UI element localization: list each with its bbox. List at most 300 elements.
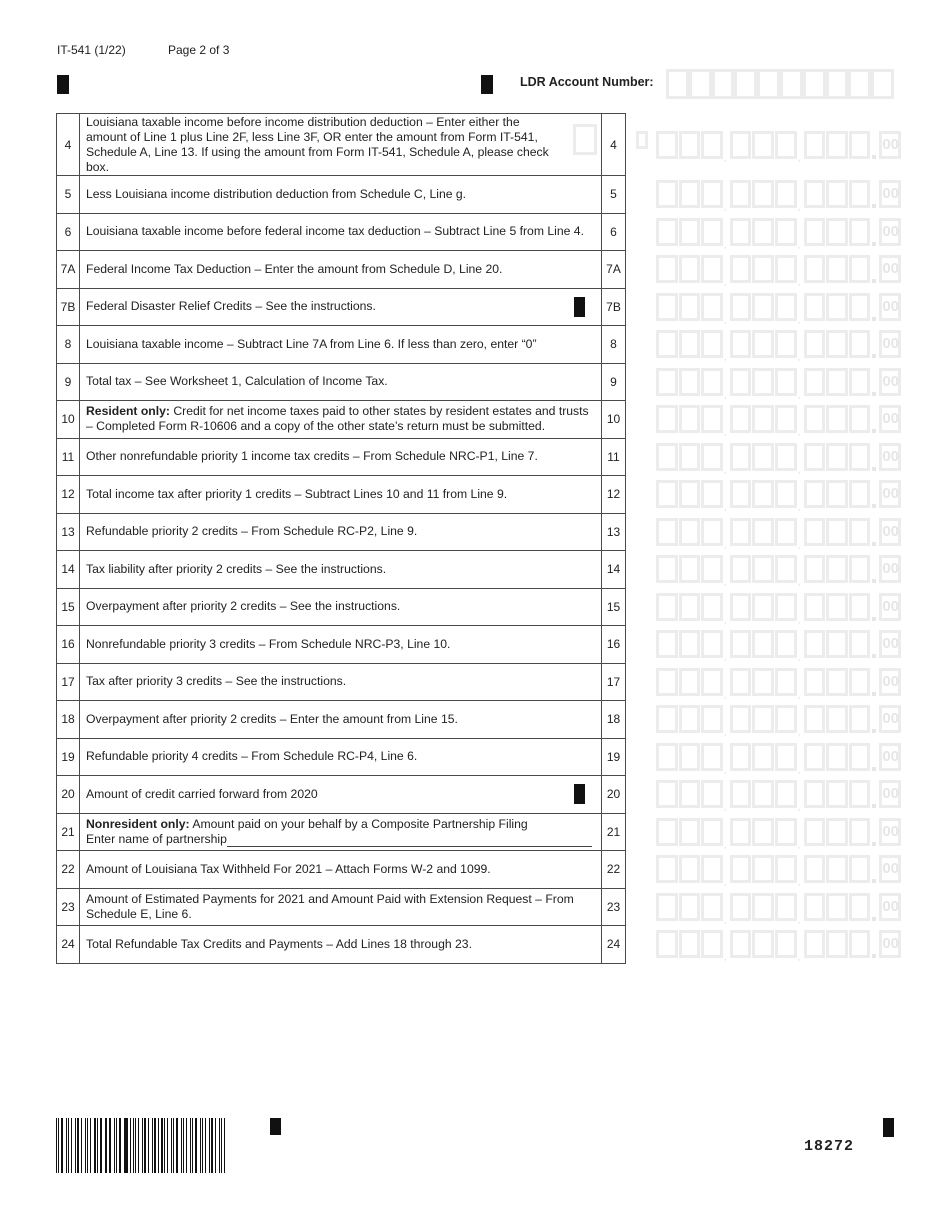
line-text: Less Louisiana income distribution deduction from Schedule C, Line g. <box>86 186 467 201</box>
digit-box[interactable] <box>701 668 723 696</box>
barcode-bar <box>58 1118 59 1173</box>
amount-field[interactable] <box>656 180 901 214</box>
digit-box[interactable] <box>849 555 871 583</box>
line-qualifier: Nonresident only: <box>86 816 190 831</box>
digit-box[interactable] <box>826 668 848 696</box>
partnership-name-input[interactable] <box>227 835 592 847</box>
digit-box[interactable] <box>775 893 797 921</box>
digit-box[interactable] <box>701 293 723 321</box>
digit-box[interactable] <box>679 218 701 246</box>
amount-field[interactable] <box>656 405 901 439</box>
digit-box[interactable] <box>826 518 848 546</box>
digit-box[interactable] <box>775 780 797 808</box>
digit-box[interactable] <box>826 743 848 771</box>
line-text: Total Refundable Tax Credits and Payments – Add Lines 18 through 23. <box>86 936 472 951</box>
amount-field[interactable] <box>656 593 901 626</box>
digit-box[interactable] <box>701 893 723 921</box>
digit-box[interactable] <box>775 855 797 883</box>
decimal-point <box>871 855 879 883</box>
digit-box[interactable] <box>656 293 678 321</box>
digit-box[interactable] <box>730 405 752 433</box>
digit-box[interactable] <box>752 255 774 283</box>
digit-box[interactable] <box>775 518 797 546</box>
digit-box[interactable] <box>701 131 723 159</box>
amount-field[interactable] <box>656 518 901 551</box>
digit-box[interactable] <box>752 293 774 321</box>
digit-box[interactable] <box>849 593 871 621</box>
digit-box[interactable] <box>752 593 774 621</box>
line-description <box>80 326 602 364</box>
digit-box[interactable] <box>656 180 678 208</box>
digit-box[interactable] <box>752 368 774 396</box>
digit-box[interactable] <box>804 855 826 883</box>
digit-box[interactable] <box>775 405 797 433</box>
digit-box[interactable] <box>730 893 752 921</box>
line-text: Other nonrefundable priority 1 income tax credits – From Schedule NRC-P1, Line 7. <box>86 449 538 464</box>
digit-box[interactable] <box>730 368 752 396</box>
digit-box[interactable] <box>775 668 797 696</box>
digit-box[interactable] <box>679 780 701 808</box>
digit-box[interactable] <box>849 480 871 508</box>
digit-box[interactable] <box>656 893 678 921</box>
digit-box[interactable] <box>826 255 848 283</box>
account-digit-box[interactable] <box>757 69 780 99</box>
digit-box[interactable] <box>656 930 678 958</box>
digit-box[interactable] <box>849 293 871 321</box>
account-digit-box[interactable] <box>689 69 712 99</box>
line-row <box>57 213 626 251</box>
digit-box[interactable] <box>679 180 701 208</box>
digit-box[interactable] <box>730 593 752 621</box>
digit-box[interactable] <box>752 480 774 508</box>
barcode-bar <box>97 1118 98 1173</box>
line-4-checkbox-square[interactable] <box>636 131 648 149</box>
decimal-point <box>871 131 879 159</box>
digit-box[interactable] <box>679 855 701 883</box>
barcode-bar <box>181 1118 182 1173</box>
digit-box[interactable] <box>849 180 871 208</box>
digit-box[interactable] <box>701 630 723 658</box>
line-number-right: 8 <box>602 326 626 364</box>
cents-box: 00 <box>879 480 901 508</box>
digit-box[interactable] <box>679 555 701 583</box>
digit-box[interactable] <box>730 743 752 771</box>
digit-box[interactable] <box>849 930 871 958</box>
thousands-separator: , <box>797 952 801 964</box>
digit-box[interactable] <box>679 668 701 696</box>
amount-field[interactable] <box>656 131 901 164</box>
digit-box[interactable] <box>775 131 797 159</box>
barcode-bar <box>85 1118 86 1173</box>
barcode-bar <box>171 1118 172 1173</box>
digit-box[interactable] <box>826 705 848 733</box>
digit-box[interactable] <box>656 743 678 771</box>
digit-box[interactable] <box>775 180 797 208</box>
digit-box[interactable] <box>804 405 826 433</box>
digit-box[interactable] <box>826 405 848 433</box>
digit-box[interactable] <box>679 443 701 471</box>
digit-box[interactable] <box>656 443 678 471</box>
digit-box[interactable] <box>730 330 752 358</box>
barcode-bar <box>71 1118 72 1173</box>
digit-box[interactable] <box>701 368 723 396</box>
thousands-separator: , <box>723 914 727 926</box>
thousands-separator: , <box>797 764 801 776</box>
digit-box[interactable] <box>730 293 752 321</box>
barcode-bar <box>87 1118 88 1173</box>
digit-box[interactable] <box>775 555 797 583</box>
thousands-separator: , <box>723 464 727 476</box>
digit-box[interactable] <box>804 218 826 246</box>
digit-box[interactable] <box>804 743 826 771</box>
digit-box[interactable] <box>656 330 678 358</box>
digit-box[interactable] <box>804 780 826 808</box>
digit-box[interactable] <box>730 131 752 159</box>
digit-box[interactable] <box>804 930 826 958</box>
thousands-separator: , <box>797 314 801 326</box>
digit-box[interactable] <box>701 743 723 771</box>
decimal-point <box>871 780 879 808</box>
digit-box[interactable] <box>730 555 752 583</box>
digit-box[interactable] <box>656 780 678 808</box>
digit-box[interactable] <box>701 705 723 733</box>
digit-box[interactable] <box>849 443 871 471</box>
digit-box[interactable] <box>679 593 701 621</box>
digit-box[interactable] <box>656 368 678 396</box>
digit-box[interactable] <box>826 330 848 358</box>
digit-box[interactable] <box>679 293 701 321</box>
digit-box[interactable] <box>775 705 797 733</box>
digit-box[interactable] <box>752 818 774 846</box>
digit-box[interactable] <box>730 180 752 208</box>
digit-box[interactable] <box>849 705 871 733</box>
digit-box[interactable] <box>775 368 797 396</box>
digit-box[interactable] <box>752 330 774 358</box>
digit-box[interactable] <box>730 255 752 283</box>
digit-box[interactable] <box>804 255 826 283</box>
barcode-bar <box>106 1118 107 1173</box>
line-row <box>57 288 626 326</box>
digit-box[interactable] <box>752 405 774 433</box>
amount-field[interactable] <box>656 818 901 851</box>
digit-box[interactable] <box>804 368 826 396</box>
amount-field[interactable] <box>656 330 901 364</box>
digit-box[interactable] <box>849 405 871 433</box>
digit-box[interactable] <box>656 131 678 159</box>
line-description <box>80 401 602 439</box>
digit-box[interactable] <box>752 180 774 208</box>
digit-box[interactable] <box>656 218 678 246</box>
page-number: Page 2 of 3 <box>168 43 230 57</box>
cents-box: 00 <box>879 668 901 696</box>
account-digit-box[interactable] <box>803 69 826 99</box>
amount-field[interactable] <box>656 443 901 476</box>
digit-box[interactable] <box>752 780 774 808</box>
line-row <box>57 251 626 289</box>
digit-box[interactable] <box>775 480 797 508</box>
digit-box[interactable] <box>804 555 826 583</box>
barcode-bar <box>75 1118 76 1173</box>
line-number: 23 <box>57 888 80 926</box>
digit-box[interactable] <box>826 443 848 471</box>
line-number-right: 13 <box>602 513 626 551</box>
digit-box[interactable] <box>775 255 797 283</box>
barcode-bar <box>81 1118 82 1173</box>
digit-box[interactable] <box>826 818 848 846</box>
digit-box[interactable] <box>752 630 774 658</box>
digit-box[interactable] <box>656 480 678 508</box>
digit-box[interactable] <box>730 518 752 546</box>
digit-box[interactable] <box>804 518 826 546</box>
amount-field[interactable] <box>656 780 901 814</box>
account-digit-box[interactable] <box>871 69 894 99</box>
digit-box[interactable] <box>804 593 826 621</box>
thousands-separator: , <box>797 539 801 551</box>
digit-box[interactable] <box>701 518 723 546</box>
digit-box[interactable] <box>849 330 871 358</box>
digit-box[interactable] <box>701 930 723 958</box>
digit-box[interactable] <box>656 405 678 433</box>
digit-box[interactable] <box>752 855 774 883</box>
digit-box[interactable] <box>775 443 797 471</box>
digit-box[interactable] <box>804 818 826 846</box>
digit-box[interactable] <box>701 593 723 621</box>
digit-box[interactable] <box>679 405 701 433</box>
digit-box[interactable] <box>679 630 701 658</box>
amount-field[interactable] <box>656 705 901 739</box>
digit-box[interactable] <box>656 705 678 733</box>
decimal-point <box>871 368 879 396</box>
digit-box[interactable] <box>701 180 723 208</box>
digit-box[interactable] <box>826 893 848 921</box>
digit-box[interactable] <box>804 131 826 159</box>
line-row <box>57 438 626 476</box>
thousands-separator: , <box>723 314 727 326</box>
digit-box[interactable] <box>679 893 701 921</box>
barcode-bar <box>94 1118 96 1173</box>
line-description <box>80 176 602 214</box>
digit-box[interactable] <box>804 293 826 321</box>
line-description <box>80 738 602 776</box>
digit-box[interactable] <box>701 330 723 358</box>
digit-box[interactable] <box>849 368 871 396</box>
account-digit-box[interactable] <box>666 69 689 99</box>
digit-box[interactable] <box>656 518 678 546</box>
thousands-separator: , <box>723 839 727 851</box>
digit-box[interactable] <box>849 893 871 921</box>
digit-box[interactable] <box>752 705 774 733</box>
digit-box[interactable] <box>826 593 848 621</box>
thousands-separator: , <box>723 352 727 364</box>
digit-box[interactable] <box>752 443 774 471</box>
digit-box[interactable] <box>775 930 797 958</box>
digit-box[interactable] <box>804 893 826 921</box>
line-row <box>57 476 626 514</box>
digit-box[interactable] <box>775 293 797 321</box>
digit-box[interactable] <box>701 443 723 471</box>
digit-box[interactable] <box>826 780 848 808</box>
barcode-bar <box>186 1118 187 1173</box>
line-number: 22 <box>57 851 80 889</box>
digit-box[interactable] <box>656 555 678 583</box>
digit-box[interactable] <box>701 855 723 883</box>
line-description <box>80 663 602 701</box>
cents-box: 00 <box>879 893 901 921</box>
digit-box[interactable] <box>826 930 848 958</box>
line-text: Refundable priority 4 credits – From Schedule RC-P4, Line 6. <box>86 749 418 764</box>
thousands-separator: , <box>723 202 727 214</box>
digit-box[interactable] <box>752 555 774 583</box>
barcode <box>56 1118 228 1173</box>
account-digit-box[interactable] <box>848 69 871 99</box>
digit-box[interactable] <box>775 330 797 358</box>
digit-box[interactable] <box>730 930 752 958</box>
digit-box[interactable] <box>849 255 871 283</box>
barcode-bar <box>77 1118 79 1173</box>
digit-box[interactable] <box>679 518 701 546</box>
digit-box[interactable] <box>730 480 752 508</box>
digit-box[interactable] <box>849 855 871 883</box>
digit-box[interactable] <box>849 818 871 846</box>
amount-field[interactable] <box>656 255 901 289</box>
cents-box: 00 <box>879 518 901 546</box>
amount-field[interactable] <box>656 293 901 326</box>
digit-box[interactable] <box>730 855 752 883</box>
digit-box[interactable] <box>826 855 848 883</box>
digit-box[interactable] <box>679 368 701 396</box>
digit-box[interactable] <box>679 930 701 958</box>
digit-box[interactable] <box>849 743 871 771</box>
digit-box[interactable] <box>826 630 848 658</box>
digit-box[interactable] <box>656 668 678 696</box>
amount-field[interactable] <box>656 930 901 964</box>
digit-box[interactable] <box>804 330 826 358</box>
line-row <box>57 626 626 664</box>
digit-box[interactable] <box>701 818 723 846</box>
digit-box[interactable] <box>849 668 871 696</box>
digit-box[interactable] <box>804 480 826 508</box>
digit-box[interactable] <box>679 330 701 358</box>
digit-box[interactable] <box>804 705 826 733</box>
thousands-separator: , <box>797 914 801 926</box>
amount-field[interactable] <box>656 480 901 514</box>
digit-box[interactable] <box>826 180 848 208</box>
digit-box[interactable] <box>730 780 752 808</box>
account-number-field[interactable] <box>666 69 894 99</box>
decimal-point <box>871 705 879 733</box>
digit-box[interactable] <box>679 743 701 771</box>
digit-box[interactable] <box>730 443 752 471</box>
amount-field[interactable] <box>656 743 901 776</box>
digit-box[interactable] <box>849 780 871 808</box>
line-number-right: 7B <box>602 288 626 326</box>
digit-box[interactable] <box>849 218 871 246</box>
digit-box[interactable] <box>730 818 752 846</box>
digit-box[interactable] <box>656 593 678 621</box>
digit-box[interactable] <box>775 593 797 621</box>
digit-box[interactable] <box>656 855 678 883</box>
digit-box[interactable] <box>804 668 826 696</box>
amount-field[interactable] <box>656 893 901 926</box>
digit-box[interactable] <box>679 255 701 283</box>
digit-box[interactable] <box>730 630 752 658</box>
digit-box[interactable] <box>752 743 774 771</box>
digit-box[interactable] <box>656 255 678 283</box>
digit-box[interactable] <box>804 443 826 471</box>
digit-box[interactable] <box>701 218 723 246</box>
digit-box[interactable] <box>701 480 723 508</box>
account-digit-box[interactable] <box>826 69 849 99</box>
digit-box[interactable] <box>775 630 797 658</box>
cents-box: 00 <box>879 368 901 396</box>
digit-box[interactable] <box>849 630 871 658</box>
amount-field[interactable] <box>656 630 901 664</box>
digit-box[interactable] <box>849 518 871 546</box>
digit-box[interactable] <box>775 743 797 771</box>
digit-box[interactable] <box>752 668 774 696</box>
digit-box[interactable] <box>775 218 797 246</box>
digit-box[interactable] <box>826 293 848 321</box>
schedule-a-checkbox[interactable] <box>573 124 597 155</box>
digit-box[interactable] <box>656 630 678 658</box>
digit-box[interactable] <box>730 218 752 246</box>
digit-box[interactable] <box>752 893 774 921</box>
digit-box[interactable] <box>804 180 826 208</box>
amount-field[interactable] <box>656 668 901 701</box>
digit-box[interactable] <box>826 480 848 508</box>
account-digit-box[interactable] <box>734 69 757 99</box>
account-digit-box[interactable] <box>712 69 735 99</box>
amount-field[interactable] <box>656 855 901 889</box>
digit-box[interactable] <box>679 480 701 508</box>
digit-box[interactable] <box>656 818 678 846</box>
digit-box[interactable] <box>849 131 871 159</box>
digit-box[interactable] <box>752 518 774 546</box>
digit-box[interactable] <box>679 131 701 159</box>
digit-box[interactable] <box>826 368 848 396</box>
thousands-separator: , <box>723 277 727 289</box>
digit-box[interactable] <box>826 555 848 583</box>
digit-box[interactable] <box>701 555 723 583</box>
amount-field[interactable] <box>656 368 901 401</box>
account-digit-box[interactable] <box>780 69 803 99</box>
line-number: 4 <box>57 114 80 176</box>
digit-box[interactable] <box>752 218 774 246</box>
digit-box[interactable] <box>679 818 701 846</box>
amount-field[interactable] <box>656 555 901 589</box>
line-description <box>80 288 602 326</box>
line-number: 9 <box>57 363 80 401</box>
decimal-point <box>871 593 879 621</box>
digit-box[interactable] <box>752 131 774 159</box>
amount-field[interactable] <box>656 218 901 251</box>
digit-box[interactable] <box>826 218 848 246</box>
decimal-point <box>871 218 879 246</box>
digit-box[interactable] <box>701 255 723 283</box>
thousands-separator: , <box>723 764 727 776</box>
digit-box[interactable] <box>730 668 752 696</box>
digit-box[interactable] <box>679 705 701 733</box>
digit-box[interactable] <box>701 780 723 808</box>
barcode-bar <box>200 1118 201 1173</box>
digit-box[interactable] <box>826 131 848 159</box>
digit-box[interactable] <box>730 705 752 733</box>
line-number-right: 22 <box>602 851 626 889</box>
digit-box[interactable] <box>804 630 826 658</box>
digit-box[interactable] <box>701 405 723 433</box>
digit-box[interactable] <box>775 818 797 846</box>
digit-box[interactable] <box>752 930 774 958</box>
